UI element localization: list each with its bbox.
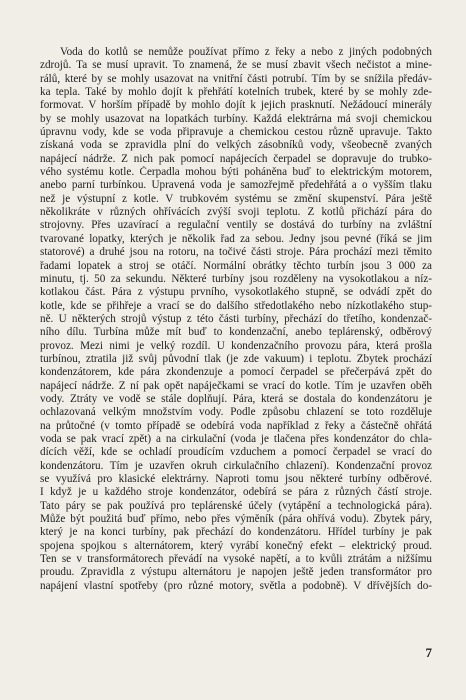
body-text bbox=[40, 46, 432, 593]
text-line: několikráte v různých ohřívácích zvýší svoji teplotu. Z kotlů přichází pára do bbox=[40, 206, 432, 219]
text-line: napájení vlastní spotřeby (pro různé motory, světla a podobně). V dřívějších do- bbox=[40, 579, 432, 592]
text-line: úpravnu vody, kde se voda připravuje a chemickou cestou různě upravuje. Takto bbox=[40, 126, 432, 139]
text-line: I když je u každého stroje kondenzátor, odebírá se pára z různých částí stroje. bbox=[40, 486, 432, 499]
text-line: minutu, tj. 50 za sekundu. Některé turbíny jsou rozděleny na vysokotlakou a níz- bbox=[40, 272, 432, 285]
text-line: Může být použitá buď přímo, nebo přes výměník (pára ohřívá vodu). Zbytek páry, bbox=[40, 513, 432, 526]
text-line: ka tepla. Také by mohlo dojít k přehřátí kotelních trubek, které by se mohly zde- bbox=[40, 86, 432, 99]
text-line: kotlakou část. Pára z výstupu prvního, vysokotlakého stupně, se odvádí zpět do bbox=[40, 286, 432, 299]
text-line: ochlazovaná velkým množstvím vody. Podle způsobu chlazení se toto rozděluje bbox=[40, 406, 432, 419]
text-line: Ten se v transformátorech převádí na vysoké napětí, a to kvůli ztrátám a nižšímu bbox=[40, 553, 432, 566]
text-line: spojena spojkou s alternátorem, který vyrábí konečný efekt – elektrický proud. bbox=[40, 539, 432, 552]
page-number: 7 bbox=[425, 645, 432, 660]
text-line: napájecí nádrže. Z nich pak pomocí napájecích čerpadel se dopravuje do trubko- bbox=[40, 152, 432, 165]
text-line: statorové) a druhé jsou na rotoru, na točivé části stroje. Pára prochází mezi těmito bbox=[40, 246, 432, 259]
text-line: řadami lopatek a stroj se otáčí. Normální obrátky těchto turbín jsou 3 000 za bbox=[40, 259, 432, 272]
text-line: kondenzátorem, kde pára zkondenzuje a pomocí čerpadel se přečerpává zpět do bbox=[40, 366, 432, 379]
text-line: ně. U některých strojů výstup z této části turbíny, přechází do třetího, kondenzač- bbox=[40, 312, 432, 325]
text-line: Voda do kotlů se nemůže používat přímo z řeky a nebo z jiných podobných bbox=[60, 46, 432, 58]
text-line: který je na konci turbíny, pak přechází do kondenzátoru. Hřídel turbíny je pak bbox=[40, 526, 432, 539]
text-line: turbínou, ztratila již svůj původní tlak (je zde vakuum) i teplotu. Zbytek prochází bbox=[40, 352, 432, 365]
text-line: provoz. Mezi nimi je velký rozdíl. U kondenzačního provozu pára, která prošla bbox=[40, 339, 432, 352]
text-line: tvarované lopatky, kterých je několik řad za sebou. Jedny jsou pevné (říká se jim bbox=[40, 232, 432, 245]
text-line: než je výstupní z kotle. V trubkovém systému se změní skupenství. Pára ještě bbox=[40, 192, 432, 205]
text-line: se využívá pro klasické elektrárny. Naproti tomu jsou některé turbíny odběrové. bbox=[40, 473, 432, 485]
text-line: kondenzátoru. Tím je uzavřen okruh cirkulačního chlazení). Kondenzační provoz bbox=[40, 459, 432, 472]
text-line: vody. Ztráty ve vodě se stále doplňují. Pára, která se dostala do kondenzátoru je bbox=[40, 392, 432, 405]
text-line: vého systému kotle. Čerpadla mohou býti poháněna buď to elektrickým motorem, bbox=[40, 166, 432, 179]
text-line: strojovny. Přes uzavírací a regulační ventily se dostává do turbíny na zvláštní bbox=[40, 219, 432, 232]
text-line: by se mohly usazovat na lopatkách turbíny. Každá elektrárna má svoji chemickou bbox=[40, 112, 432, 125]
text-line: anebo parní turbínkou. Upravená voda je samozřejmě předehřátá a o vyšším tlaku bbox=[40, 179, 432, 192]
text-line: formovat. V horším případě by mohlo dojít k jejich prasknutí. Nežádoucí minerály bbox=[40, 99, 432, 112]
text-line: Tato páry se pak používá pro teplárenské účely (vytápění a technologická pára). bbox=[40, 499, 432, 512]
text-line: kotle, kde se přihřeje a vrací se do dalšího středotlakého nebo nízkotlakého stup- bbox=[40, 299, 432, 312]
text-line: zdrojů. Ta se musí upravit. To znamená, že se musí zbavit všech nečistot a mine- bbox=[40, 59, 432, 72]
text-line: proudu. Zpravidla z výstupu alternátoru je napojen ještě jeden transformátor pro bbox=[40, 566, 432, 579]
text-line: napájecí nádrže. Z ní pak opět napáječkami se vrací do kotle. Tím je uzavřen oběh bbox=[40, 379, 432, 392]
text-line: ního dílu. Turbína může mít buď to kondenzační, anebo teplárenský, odběrový bbox=[40, 326, 432, 339]
text-line: voda se pak vrací zpět) a na cirkulační (voda je tlačena přes kondenzátor do chla- bbox=[40, 432, 432, 445]
text-line: dících věží, kde se ochladí proudícím vzduchem a pomocí čerpadel se vrací do bbox=[40, 446, 432, 459]
text-line: na průtočné (v tomto případě se odebírá voda například z řeky a částečně ohřátá bbox=[40, 419, 432, 432]
text-line: získaná voda se zpravidla plní do velkých zásobníků vody, všeobecně zvaných bbox=[40, 139, 432, 152]
text-line: rálů, které by se mohly usazovat na vnitřní části potrubí. Tím by se snížila předáv- bbox=[40, 72, 432, 85]
